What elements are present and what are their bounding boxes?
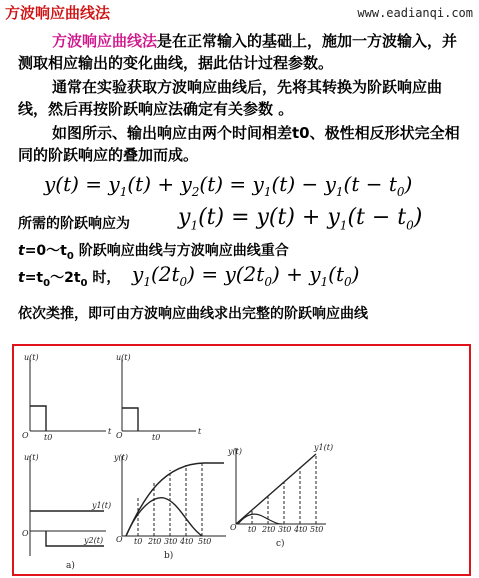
site-url: www.eadianqi.com: [357, 6, 473, 20]
svg-text:t: t: [108, 427, 112, 436]
page-title: 方波响应曲线法: [5, 4, 111, 22]
svg-text:2t0: 2t0: [262, 525, 276, 534]
svg-text:3t0: 3t0: [278, 525, 292, 534]
method-name: 方波响应曲线法: [52, 32, 158, 50]
svg-text:O: O: [116, 535, 123, 544]
conversion-paragraph: 通常在实验获取方波响应曲线后，先将其转换为阶跃响应曲线，然后再按阶跃响应法确定有关参数 。: [18, 78, 443, 118]
svg-text:O: O: [116, 431, 123, 440]
conclusion-text: 依次类推，即可由方波响应曲线求出完整的阶跃响应曲线: [18, 306, 368, 322]
svg-text:y1(t): y1(t): [92, 501, 112, 510]
svg-text:u(t): u(t): [24, 353, 39, 362]
equation-step-response: $y_1(t) = y(t) + y_1(t - t_0)$: [178, 205, 423, 233]
condition-first-interval: $t=0\sim t_0$ 阶跃响应曲线与方波响应曲线重合: [18, 243, 289, 262]
svg-text:t0: t0: [44, 433, 53, 442]
response-curves-plot: [122, 456, 226, 536]
svg-text:O: O: [22, 431, 29, 440]
intro-text: 是在正常输入的基础上，施加一方波输入，并测取相应输出的变化曲线，据此估计过程参数。: [18, 32, 458, 72]
svg-text:5t0: 5t0: [310, 525, 324, 534]
svg-text:t0: t0: [248, 525, 257, 534]
svg-text:O: O: [22, 529, 29, 538]
figure-panel: [12, 344, 471, 576]
step-input-plot: [122, 358, 196, 431]
svg-text:t0: t0: [152, 433, 161, 442]
caption-a: a): [66, 561, 75, 571]
svg-text:5t0: 5t0: [198, 537, 212, 546]
svg-text:4t0: 4t0: [180, 537, 194, 546]
svg-text:t0: t0: [134, 537, 143, 546]
svg-text:y(t): y(t): [114, 453, 128, 462]
svg-text:2t0: 2t0: [148, 537, 162, 546]
svg-text:u(t): u(t): [116, 353, 131, 362]
condition-second-interval: $t=t_0\sim 2t_0$ 时，: [18, 270, 121, 289]
svg-text:u(t): u(t): [24, 453, 39, 462]
step-response-label: 所需的阶跃响应为: [18, 216, 130, 232]
caption-b: b): [164, 551, 174, 561]
svg-text:y2(t): y2(t): [84, 536, 104, 545]
equation-superposition: $y(t) = y_1(t) + y_2(t) = y_1(t) - y_1(t - t_0)$: [44, 172, 413, 199]
step-construction-plot: [236, 448, 326, 524]
intro-paragraph: [18, 30, 470, 74]
svg-text:3t0: 3t0: [164, 537, 178, 546]
square-wave-input-plot: [30, 358, 106, 431]
svg-text:4t0: 4t0: [294, 525, 308, 534]
svg-text:y(t): y(t): [228, 447, 242, 456]
svg-text:O: O: [230, 523, 237, 532]
equation-second-interval: $y_1(2t_0) = y(2t_0) + y_1(t_0)$: [132, 262, 360, 289]
svg-text:t: t: [198, 427, 202, 436]
response-figure: [14, 346, 469, 574]
svg-text:y1(t): y1(t): [314, 443, 334, 452]
superposition-paragraph: 如图所示、输出响应由两个时间相差t0、极性相反形状完全相同的阶跃响应的叠加而成。: [18, 124, 460, 164]
caption-c: c): [276, 539, 285, 549]
